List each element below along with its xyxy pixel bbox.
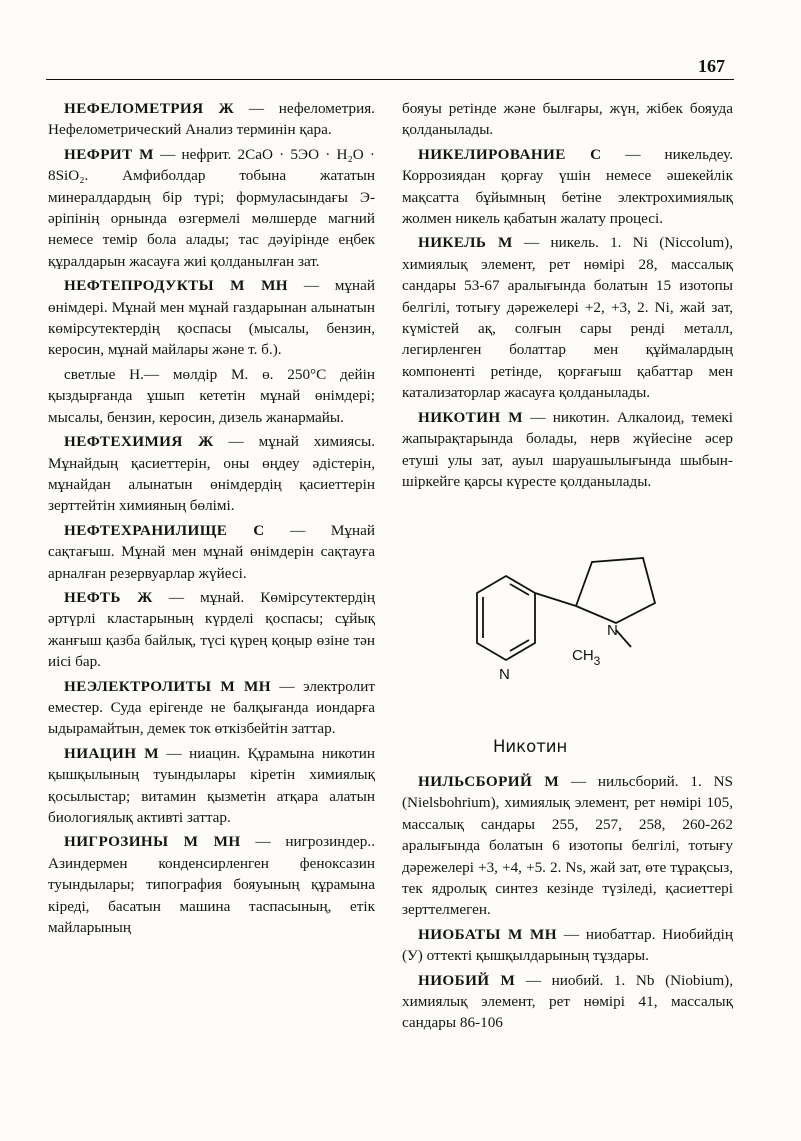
entry-niobaty — [402, 924, 733, 967]
definition: светлые Н.— мөлдір М. ө. 250°С дейін қыздырғанда ұшып кететін мұнай өнімдері; мысалы, бензин, керосин, дизель жанармайы. — [48, 365, 375, 426]
headword: НЕФТЬ Ж — [64, 588, 153, 606]
nicotine-structure-figure — [440, 548, 700, 768]
definition: — мұнай өнімдері. Мұнай мен мұнай газдарынан алынатын көмірсутектердің қоспасы (мысалы, бензин, керосин, мұнай майлары және т. б.). — [48, 277, 375, 359]
entry-neft — [48, 587, 375, 673]
headword: НИЛЬСБОРИЙ М — [418, 773, 560, 790]
entry-nefrit — [48, 144, 375, 272]
headword: НИКОТИН М — [418, 408, 524, 426]
definition: — мұнай. Көмірсутектердің әртүрлі кластарының күрделі қоспасы; сұйық жанғыш қазба байлық, түсі қүрең қоңыр өзіне тән иісі бар. — [48, 588, 375, 671]
definition: — нильсборий. 1. NS (Nielsbohrium), химиялық элемент, рет нөмірі 105, массалық сандары 255, 257, 258, 260-262 аралығында болатын 6 изотопы белгілі, тотығу дәрежелері +3, +4, +5. 2. Ns, жай зат, өте тұрақсыз, тек ядролық синтез кезінде түзіледі, қасиеттері зерттелмеген. — [402, 773, 733, 919]
definition: — электролит еместер. Суда ерігенде не балқығанда иондарға ыдырамайтын, демек ток өткізбейтін заттар. — [48, 677, 375, 738]
entry-nilsboriy — [402, 771, 733, 921]
headword: НЕФТЕХИМИЯ Ж — [64, 433, 214, 451]
entry-neftekhimiya — [48, 431, 375, 517]
definition: — нефелометрия. Нефелометрический Анализ терминін қара. — [48, 100, 375, 139]
headword: НЕФРИТ М — [64, 145, 154, 163]
pyrrolidine-pentagon — [576, 558, 655, 623]
pyrrolidine-nitrogen-label: N — [607, 622, 618, 639]
definition: — ниобий. 1. Nb (Niobium), химиялық элемент, рет нөмірі 41, массалық сандары 86-106 — [402, 971, 733, 1032]
definition: — нигрозиндер.. Азиндермен конденсирленген феноксазин туындылары; типография бояуының құрамына кіреді, басатын машина таспасының, етік майларының — [48, 833, 375, 937]
definition: — ниобаттар. Ниобийдің (У) оттекті қышқылдарының тұздары. — [402, 925, 733, 965]
headword: НЕФТЕХРАНИЛИЩЕ С — [64, 521, 265, 539]
entry-niobiy — [402, 970, 733, 1034]
definition: — никель. 1. Ni (Niccolum), химиялық элемент, рет нөмірі 28, массалық сандары 53-67 аралығында болатын 15 изотопы белгілі, тотығу дәрежелері +2, +3, 2. Ni, жай зат, күмістей ақ, солғын сары ренді металл, легирленген болаттар мен құймалардың компоненті ретінде, қорғағыш қабаттар мен катализаторлар жасауға қолданылады. — [402, 234, 733, 402]
entry-svetlye — [48, 364, 375, 428]
figure-caption: Никотин — [493, 737, 568, 756]
entry-nefteprodukty — [48, 275, 375, 361]
definition: — Мұнай сақтағыш. Мұнай мен мұнай өнімдерін сақтауға арналған резервуарлар жүйесі. — [48, 521, 375, 582]
headword: НИКЕЛЬ М — [418, 234, 513, 252]
headword: НЕЭЛЕКТРОЛИТЫ М МН — [64, 677, 271, 695]
page-number: 167 — [698, 56, 725, 76]
headword: НЕФЕЛОМЕТРИЯ Ж — [64, 100, 235, 117]
methyl-ch: CH — [572, 647, 594, 664]
entry-nikotin — [402, 407, 733, 493]
double-bond — [510, 584, 529, 595]
left-column — [48, 98, 375, 941]
definition: — никотин. Алкалоид, темекі жапырақтарында болады, нерв жүйесіне әсер етуші улы зат, ауыл шаруашылығында шыбын-шіркейге қарсы күресте қолданылады. — [402, 408, 734, 490]
headword: НИОБИЙ М — [418, 971, 516, 989]
entry-neftekhranilishche — [48, 520, 375, 584]
methyl-subscript: 3 — [593, 654, 601, 668]
definition: бояуы ретінде және былғары, жүн, жібек бояуда қолданылады. — [402, 100, 733, 139]
pyridine-nitrogen-label: N — [499, 666, 510, 683]
headword: НИГРОЗИНЫ М МН — [64, 833, 241, 851]
header-rule — [46, 79, 734, 80]
headword: НИОБАТЫ М МН — [418, 925, 557, 943]
entry-nigroziny — [48, 831, 375, 938]
entry-continuation — [402, 98, 733, 141]
definition: — ниацин. Құрамына никотин қышқылының туындылары кіретін химиялық қосылыстар; витамин қызметін атқара алатын биологиялық активті заттар. — [48, 744, 375, 826]
right-column-bottom — [402, 771, 733, 1037]
methyl-bond — [616, 630, 631, 647]
entry-nikel — [402, 232, 733, 403]
methyl-label — [572, 647, 601, 668]
pyrrolidine-ring — [576, 558, 655, 623]
entry-niatsin — [48, 743, 375, 829]
nicotine-structure-diagram — [440, 548, 700, 738]
entry-nikelirovanie — [402, 144, 733, 230]
definition: — нефрит. 2CaO · 5ЭО · H₂O · 8SiO₂. Амфиболдар тобына жататын минералдардың бір түрі; формуласындағы Э-әріпінің орнында өзгермелі мөлшерде магний немесе темір бола алады; тас дәуірінде еңбек құралдарын жасауға жиі қолданылған зат. — [48, 145, 375, 270]
ring-link-bond — [535, 593, 576, 606]
definition: — никельдеу. Коррозиядан қорғау үшін немесе әшекейлік мақсатта бұйымның бетіне электрохимиялық жолмен никель қабатын жалату процесі. — [402, 145, 733, 228]
pyridine-hexagon — [477, 576, 535, 660]
right-column-top — [402, 98, 733, 495]
definition: — мұнай химиясы. Мұнайдың қасиеттерін, оны өңдеу әдістерін, мұнайдан алынатын өнімдердің қасиеттерін зерттейтін химияның бөлімі. — [48, 433, 375, 515]
pyridine-ring — [477, 576, 535, 660]
headword: НИАЦИН М — [64, 744, 160, 762]
headword: НЕФТЕПРОДУКТЫ М МН — [64, 277, 289, 295]
double-bond — [510, 640, 529, 651]
headword: НИКЕЛИРОВАНИЕ С — [418, 145, 602, 163]
entry-nefelometriya — [48, 98, 375, 141]
entry-neelektrolity — [48, 676, 375, 740]
